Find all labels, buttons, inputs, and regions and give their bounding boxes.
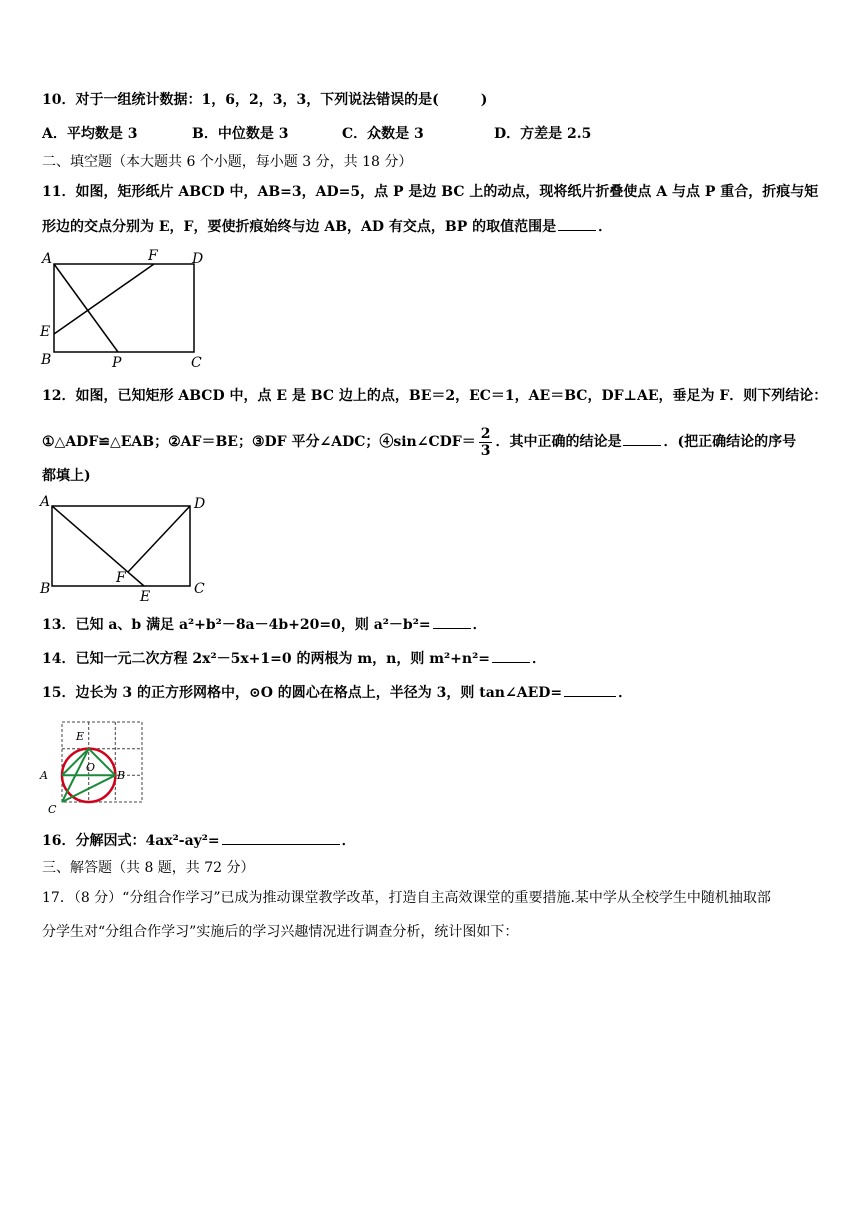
q15-label-b: B — [117, 769, 126, 782]
q17-line2: 分学生对“分组合作学习”实施后的学习兴趣情况进行调查分析，统计图如下： — [42, 924, 519, 940]
q15-text: 15．边长为 3 的正方形网格中，⊙O 的圆心在格点上，半径为 3，则 tan∠AED= — [42, 685, 563, 701]
q15-label-e: E — [76, 730, 85, 743]
q11-label-d: D — [192, 251, 204, 267]
q14-end: ． — [531, 651, 546, 667]
q11-end: ． — [598, 219, 613, 235]
q15-answer-blank — [564, 682, 616, 697]
q11-line2 — [42, 216, 842, 237]
section-2-heading: 二、填空题（本大题共 6 个小题，每小题 3 分，共 18 分） — [42, 154, 413, 170]
q15-figure — [36, 714, 156, 818]
q12-segment-ae — [52, 506, 144, 586]
q15-label-c: C — [48, 803, 57, 816]
q15 — [42, 682, 842, 703]
q12-line2-a: ①△ADF≌△EAB；②AF＝BE；③DF 平分∠ADC；④sin∠CDF＝ — [42, 434, 476, 450]
q12-line3: 都填上) — [42, 468, 91, 484]
q17-line1: 17．（8 分）“分组合作学习”已成为推动课堂教学改革，打造自主高效课堂的重要措施.某中学从全校学生中随机抽取部 — [42, 890, 771, 906]
q10-option-a: A．平均数是 3 — [42, 126, 138, 142]
q12-line2-c: ．(把正确结论的序号 — [663, 434, 797, 450]
q12-fraction — [479, 426, 493, 459]
q12-line2 — [42, 422, 842, 462]
section-3-heading: 三、解答题（共 8 题，共 72 分） — [42, 860, 255, 876]
q15-label-a: A — [40, 769, 48, 782]
q12-line2-b: ．其中正确的结论是 — [495, 434, 622, 450]
q12-label-f: F — [116, 570, 126, 586]
q12-line1: 12．如图，已知矩形 ABCD 中，点 E 是 BC 边上的点，BE＝2，EC＝1，AE＝BC，DF⊥AE，垂足为 F．则下列结论： — [42, 388, 828, 404]
q14-text: 14．已知一元二次方程 2x²－5x+1=0 的两根为 m，n，则 m²+n²= — [42, 651, 490, 667]
q11-label-e: E — [40, 324, 51, 340]
q12-label-a: A — [40, 494, 51, 510]
q11-label-p: P — [112, 355, 122, 370]
q14 — [42, 648, 842, 669]
q11-label-a: A — [42, 251, 53, 267]
q11-line1: 11．如图，矩形纸片 ABCD 中，AB=3，AD=5，点 P 是边 BC 上的动点，现将纸片折叠使点 A 与点 P 重合，折痕与矩 — [42, 184, 819, 200]
q10-option-c: C．众数是 3 — [342, 126, 424, 142]
q12-label-c: C — [194, 581, 205, 597]
q12-fraction-numerator: 2 — [480, 425, 491, 442]
q16-answer-blank — [222, 830, 340, 845]
q11-segment-ef — [54, 264, 154, 334]
q16-text: 16．分解因式：4ax²-ay²= — [42, 833, 220, 849]
q16-end: ． — [341, 833, 356, 849]
q13 — [42, 614, 842, 635]
q10-stem: 10．对于一组统计数据：1，6，2，3，3，下列说法错误的是( ) — [42, 92, 488, 108]
q12-answer-blank — [623, 431, 661, 446]
q13-end: ． — [472, 617, 487, 633]
q14-answer-blank — [492, 648, 530, 663]
q11-label-f: F — [148, 248, 158, 264]
q10-option-b: B．中位数是 3 — [192, 126, 289, 142]
q15-label-o: O — [86, 761, 96, 774]
q12-segment-df — [128, 506, 190, 572]
q12-label-d: D — [194, 496, 206, 512]
q12-figure — [36, 490, 216, 606]
q11-label-b: B — [41, 352, 52, 368]
q12-label-b: B — [40, 581, 51, 597]
q11-answer-blank — [558, 216, 596, 231]
q11-rectangle — [54, 264, 194, 352]
q11-figure — [36, 246, 216, 370]
q13-answer-blank — [433, 614, 471, 629]
q11-label-c: C — [191, 355, 202, 370]
q13-text: 13．已知 a、b 满足 a²+b²－8a－4b+20=0，则 a²－b²= — [42, 617, 431, 633]
q16 — [42, 830, 842, 851]
q10-option-d: D．方差是 2.5 — [494, 126, 592, 142]
q15-end: ． — [618, 685, 633, 701]
q12-label-e: E — [140, 589, 151, 605]
q11-segment-ap — [54, 264, 118, 352]
q12-fraction-denominator: 3 — [480, 442, 491, 459]
q11-line2-text: 形边的交点分别为 E，F，要使折痕始终与边 AB，AD 有交点，BP 的取值范围是 — [42, 219, 557, 235]
